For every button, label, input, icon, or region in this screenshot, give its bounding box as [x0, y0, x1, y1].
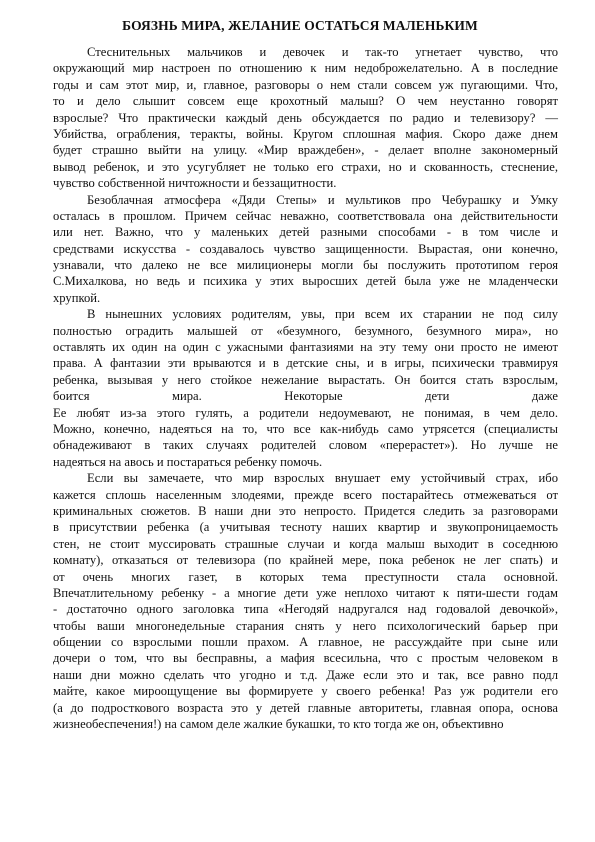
text-line: средствами искусства - создавалось чувство защищенности. Вырастая, они конечно,: [53, 241, 558, 256]
paragraph: [53, 192, 558, 307]
text-line: дочери о том, что вы бесправны, а мафия всесильна, что с простым человеком в: [53, 651, 558, 666]
text-line: Стеснительных мальчиков и девочек и так-то угнетает чувство, что: [87, 45, 558, 59]
text-line: обнадеживают в таких случаях родителей словом «перерастет»). Но лучше не: [53, 438, 558, 453]
text-line: взрослые? Что практически каждый день обсуждается по радио и телевизору? —: [53, 110, 558, 125]
text-line: общении со взрослыми пошли прахом. А главное, не рассуждайте при сыне или: [53, 635, 558, 650]
text-line: от очень многих газет, в которых тема преступности стала основной.: [53, 569, 558, 584]
text-line: в присутствии ребенка (а учитывая тесноту наших квартир и звукопроницаемость: [53, 520, 558, 535]
text-line: надеяться на авось и постараться ребенку помочь.: [53, 454, 323, 469]
text-line: Ее любят из-за этого гулять, а родители недоумевают, не понимая, в чем дело.: [53, 405, 558, 420]
text-line: - достаточно одного заголовка типа «Негодяй надругался над годовалой девочкой»,: [53, 602, 558, 617]
text-line: ребенка, вызывая у него стойкое нежелание вырастать. Он боится стать взрослым,: [53, 372, 558, 387]
text-line: (а до подросткового возраста это у детей главные авторитеты, главная опора, основа: [53, 700, 558, 715]
text-line: годы и сам этот мир, и, главное, разговоры о нем стали совсем уж пугающими. Что,: [53, 77, 558, 92]
text-line: Убийства, ограбления, теракты, войны. Кругом сплошная мафия. Скоро даже днем: [53, 126, 558, 141]
text-line: кажется сплошь населенным злодеями, прежде всего постарайтесь отмежеваться от: [53, 487, 558, 502]
text-line: осталась в прошлом. Причем сейчас неважно, соответствовала она действительности: [53, 208, 558, 223]
text-line: то и дело слышит совсем еще крохотный малыш? О чем неустанно говорят: [53, 94, 558, 109]
text-line: узнавали, что далеко не все милиционеры могли бы послужить прототипом героя: [53, 258, 558, 273]
text-line: жизнеобеспечения!) на самом деле жалкие букашки, то кто тогда же он, объективно: [53, 717, 504, 732]
paragraph: [53, 44, 558, 192]
page-title: БОЯЗНЬ МИРА, ЖЕЛАНИЕ ОСТАТЬСЯ МАЛЕНЬКИМ: [122, 18, 478, 33]
paragraph: [53, 306, 558, 470]
text-line: оставлять их один на один с ужасными фантазиями на эту тему они просто не имеют: [53, 340, 558, 355]
article-body: [53, 44, 558, 732]
text-line: или нет. Важно, что у маленьких детей разными способами - в том числе и: [53, 225, 558, 240]
text-line: В нынешних условиях родителям, увы, при всем их старании не под силу: [87, 307, 558, 322]
text-line: будет страшно выйти на улицу. «Мир враждебен», - делает вполне закономерный: [53, 143, 558, 158]
text-line: С.Михалкова, но ведь и психика у этих выросших детей была уже не младенчески: [53, 274, 558, 289]
text-line: права. А фантазии эти врываются и в детские сны, и в игры, психически травмируя: [53, 356, 558, 371]
text-line: окружающий мир настроен по отношению к ним недоброжелательно. А в последние: [53, 61, 558, 76]
text-line: полностью оградить малышей от «безумного, безумного, безумного мира», но: [53, 323, 558, 338]
text-line: Впечатлительному ребенку - а многие дети уже неплохо читают к пяти-шести годам: [53, 585, 558, 600]
text-line: криминальных сюжетов. В наши дни это непросто. Придется следить за разговорами: [53, 503, 558, 518]
paragraph: [53, 470, 558, 732]
text-line: Безоблачная атмосфера «Дяди Степы» и мультиков про Чебурашку и Умку: [87, 192, 558, 207]
text-line: Если вы замечаете, что мир взрослых внушает ему устойчивый страх, ибо: [87, 471, 558, 486]
text-line: комнату), отказаться от телевизора (по крайней мере, пока ребенок не лег спать) и: [53, 553, 558, 568]
text-line: майте, какое мироощущение вы формируете у своего ребенка! Раз уж родители его: [53, 684, 558, 699]
text-line: хрупкой.: [53, 290, 101, 305]
text-line: стен, не стоит муссировать страшные случаи и когда малыш выходит в соседнюю: [53, 536, 558, 551]
text-line: боится мира. Некоторые дети даже: [53, 389, 558, 404]
text-line: чувство собственной ничтожности и беззащитности.: [53, 176, 337, 191]
text-line: вывод ребенок, и это усугубляет не только его страхи, но и скованность, стеснение,: [53, 159, 558, 174]
text-line: наши дни можно сделать что угодно и т.д. Даже если это и так, все равно подл: [53, 667, 558, 682]
text-line: Можно, конечно, надеяться на то, что все как-нибудь само утрясется (специалисты: [53, 421, 558, 436]
text-line: чтобы ваши многонедельные старания снять у него психологический барьер при: [53, 618, 558, 633]
